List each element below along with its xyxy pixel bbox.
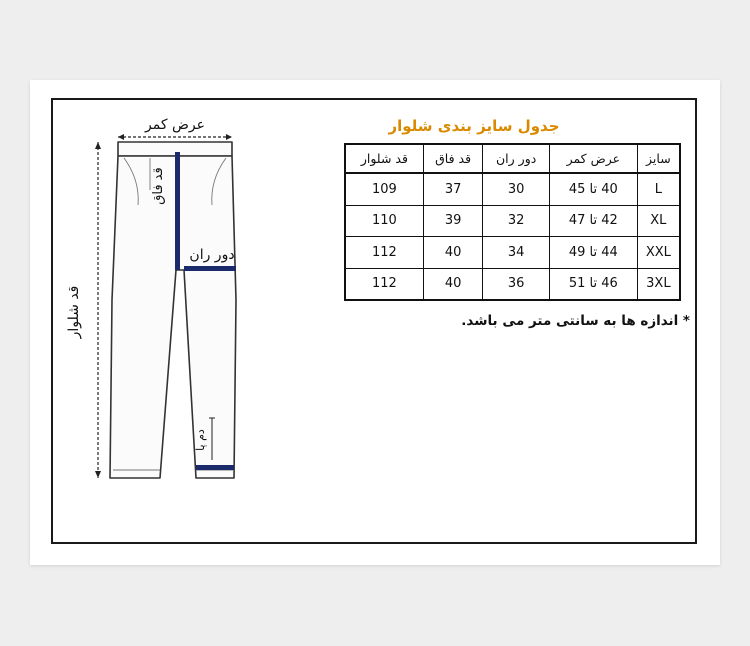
thigh-label: دور ران xyxy=(189,247,235,263)
cell-rise: 40 xyxy=(423,237,483,268)
header-length: قد شلوار xyxy=(345,144,423,173)
table-header-row xyxy=(345,144,680,173)
cell-size: XXL xyxy=(637,237,680,268)
cell-waist: 40 تا 45 xyxy=(549,173,637,205)
cell-size: XL xyxy=(637,205,680,236)
table-row xyxy=(345,205,680,236)
header-size: سایز xyxy=(637,144,680,173)
rise-marker xyxy=(175,152,180,270)
length-arrow xyxy=(95,142,101,478)
thigh-marker xyxy=(184,266,236,271)
units-note: * اندازه ها به سانتی متر می باشد. xyxy=(461,313,690,329)
cell-length: 110 xyxy=(345,205,423,236)
length-label: قد شلوار xyxy=(66,285,82,339)
cell-waist: 44 تا 49 xyxy=(549,237,637,268)
cell-rise: 40 xyxy=(423,268,483,300)
table-row xyxy=(345,173,680,205)
pants-outline xyxy=(110,142,236,478)
cell-waist: 46 تا 51 xyxy=(549,268,637,300)
cell-size: L xyxy=(637,173,680,205)
header-thigh: دور ران xyxy=(483,144,550,173)
table-title: جدول سایز بندی شلوار xyxy=(388,117,560,135)
cell-thigh: 32 xyxy=(483,205,550,236)
header-rise: قد فاق xyxy=(423,144,483,173)
cell-size: 3XL xyxy=(637,268,680,300)
table-row xyxy=(345,237,680,268)
cell-rise: 37 xyxy=(423,173,483,205)
waist-label: عرض کمر xyxy=(145,117,205,133)
cell-length: 112 xyxy=(345,237,423,268)
header-waist: عرض کمر xyxy=(549,144,637,173)
waist-arrow xyxy=(118,134,232,140)
hem-marker xyxy=(196,465,234,470)
cell-length: 109 xyxy=(345,173,423,205)
table-row xyxy=(345,268,680,300)
rise-label: قد فاق xyxy=(151,167,166,205)
cell-thigh: 36 xyxy=(483,268,550,300)
size-table xyxy=(344,143,681,301)
cell-rise: 39 xyxy=(423,205,483,236)
cell-waist: 42 تا 47 xyxy=(549,205,637,236)
hem-label: دم پا xyxy=(194,429,207,451)
cell-thigh: 30 xyxy=(483,173,550,205)
cell-thigh: 34 xyxy=(483,237,550,268)
cell-length: 112 xyxy=(345,268,423,300)
